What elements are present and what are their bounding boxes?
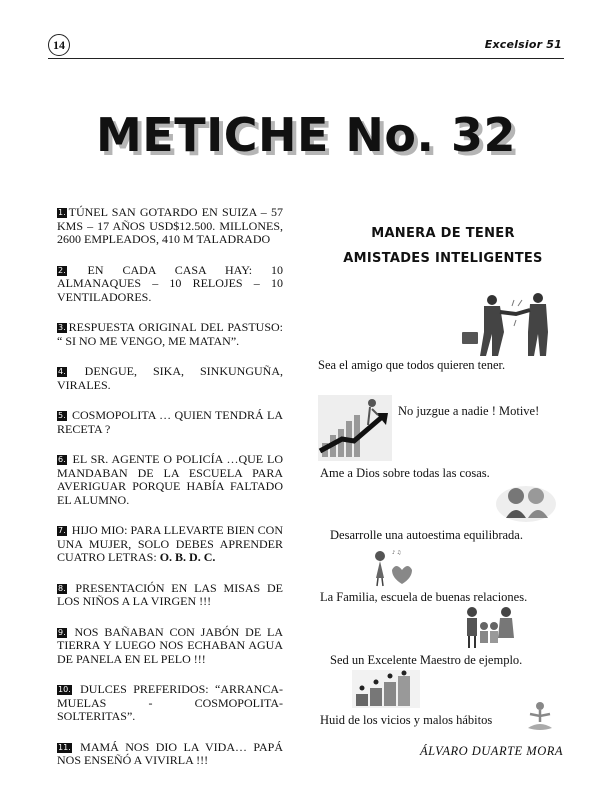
- item-bold-text: O. B. D. C.: [159, 550, 216, 564]
- magazine-brand: Excelsior 51: [484, 38, 562, 51]
- list-item: [57, 582, 283, 609]
- growth-chart-illustration: [318, 395, 392, 461]
- item-number: 7.: [58, 526, 66, 535]
- item-number: 11.: [58, 742, 71, 752]
- item-text: RESPUESTA ORIGINAL DEL PASTUSO: “ SI NO ME VENGO, ME MATAN”.: [57, 320, 283, 348]
- handshake-illustration: [456, 292, 552, 358]
- girl-heart-illustration: [372, 544, 420, 588]
- item-number: 9.: [58, 627, 66, 637]
- tip-text: Desarrolle una autoestima equilibrada.: [330, 528, 523, 542]
- item-text: TÚNEL SAN GOTARDO EN SUIZA – 57 KMS – 17 AÑOS USD$12.500. MILLONES, 2600 EMPLEADOS, 410 M TALADRADO: [57, 205, 283, 246]
- item-number: 3.: [58, 323, 66, 332]
- item-text: DULCES PREFERIDOS: “ARRANCA-MUELAS - COSMOPOLITA- SOLTERITAS”.: [57, 682, 283, 723]
- item-number: 1.: [58, 208, 66, 217]
- sidebar: [318, 0, 568, 792]
- list-item: [57, 453, 283, 507]
- list-item: [57, 264, 283, 305]
- item-number: 2.: [58, 265, 66, 275]
- tip-text: Sed un Excelente Maestro de ejemplo.: [330, 653, 523, 667]
- item-text: EN CADA CASA HAY: 10 ALMANAQUES – 10 RELOJES – 10 VENTILADORES.: [57, 262, 283, 304]
- item-number: 4.: [58, 367, 66, 376]
- sidebar-heading-line1: MANERA DE TENER: [371, 226, 515, 241]
- tip-text: Sea el amigo que todos quieren tener.: [318, 358, 506, 372]
- item-text: MAMÁ NOS DIO LA VIDA… PAPÁ NOS ENSEÑÓ A VIVIRLA !!!: [57, 739, 283, 767]
- list-item: [57, 409, 283, 436]
- item-text: EL SR. AGENTE O POLICÍA …QUE LO MANDABAN DE LA ESCUELA PARA AVERIGUAR PORQUE HABÍA FALTADO EL ALUMNO.: [57, 452, 283, 507]
- sidebar-heading-line2: AMISTADES INTELIGENTES: [343, 251, 543, 266]
- family-illustration: [464, 604, 514, 648]
- podium-illustration: [352, 670, 420, 708]
- numbered-list: [57, 206, 283, 785]
- friends-illustration: [494, 482, 558, 524]
- list-item: [57, 206, 283, 247]
- tip-text: Huid de los vicios y malos hábitos: [320, 713, 493, 727]
- item-text: COSMOPOLITA … QUIEN TENDRÁ LA RECETA ?: [57, 408, 283, 436]
- list-item: [57, 683, 283, 724]
- item-number: 10.: [58, 685, 71, 694]
- item-number: 6.: [58, 455, 66, 464]
- item-text: NOS BAÑABAN CON JABÓN DE LA TIERRA Y LUEGO NOS ECHABAN AGUA DE PANELA EN EL PELO !!!: [57, 624, 283, 666]
- page-title: METICHE No. 32: [96, 108, 516, 162]
- item-number: 8.: [58, 583, 66, 593]
- item-text: HIJO MIO: PARA LLEVARTE BIEN CON UNA MUJER, SOLO DEBES APRENDER CUATRO LETRAS:: [57, 523, 283, 564]
- tip-text: La Familia, escuela de buenas relaciones.: [320, 590, 528, 604]
- author-signature: ÁLVARO DUARTE MORA: [420, 744, 564, 758]
- svg-text:♪ ♫: ♪ ♫: [392, 550, 402, 556]
- tip-text: No juzgue a nadie ! Motive!: [398, 404, 540, 418]
- list-item: [57, 741, 283, 768]
- list-item: [57, 626, 283, 667]
- item-number: 5.: [58, 411, 66, 420]
- list-item: [57, 321, 283, 348]
- item-text: PRESENTACIÓN EN LAS MISAS DE LOS NIÑOS A LA VIRGEN !!!: [57, 580, 283, 608]
- tip-text: Ame a Dios sobre todas las cosas.: [320, 466, 490, 480]
- item-text: DENGUE, SIKA, SINKUNGUÑA, VIRALES.: [57, 364, 283, 392]
- meditation-illustration: [524, 700, 556, 734]
- list-item: [57, 365, 283, 392]
- list-item: [57, 524, 283, 565]
- page-number: 14: [48, 34, 70, 56]
